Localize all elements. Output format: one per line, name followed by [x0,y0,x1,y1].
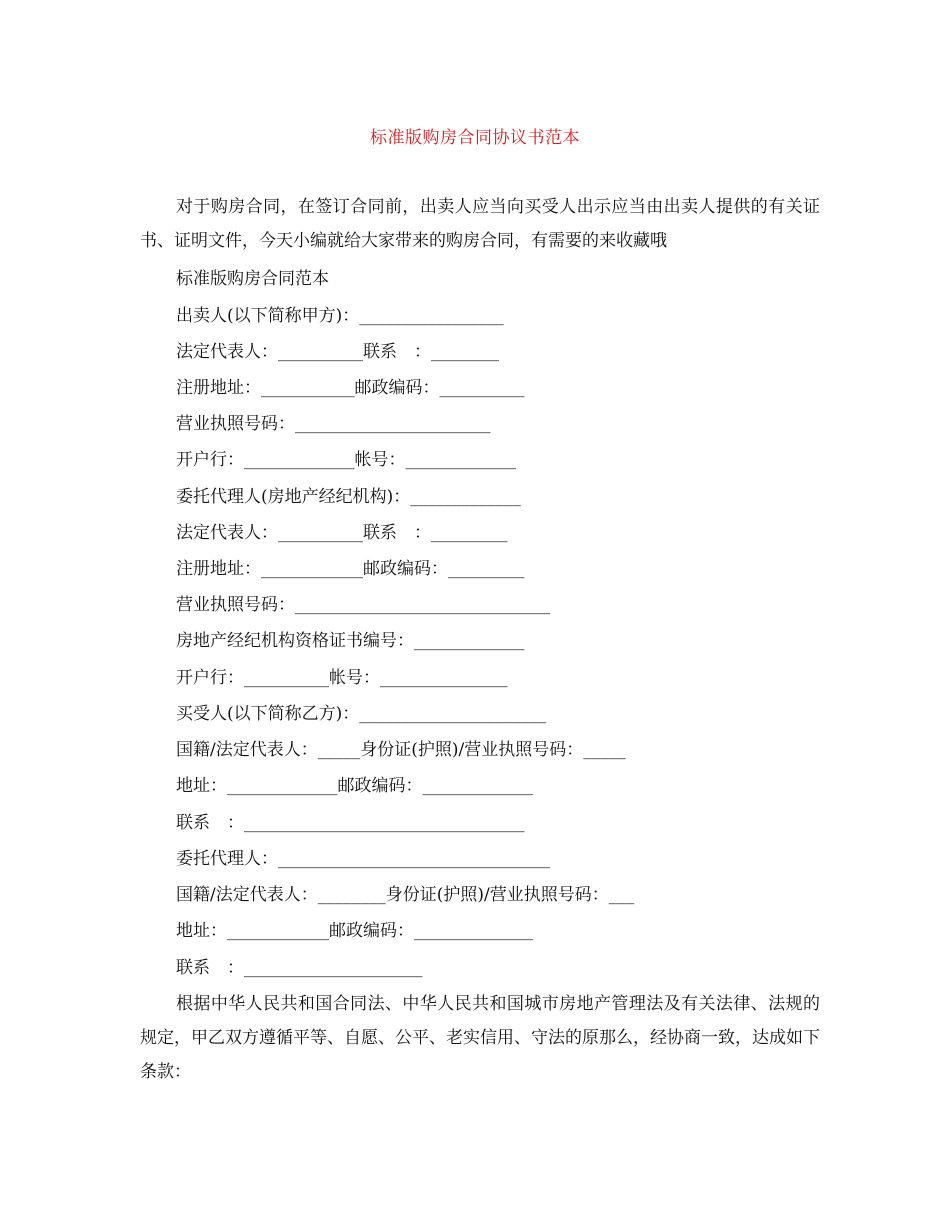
seller-license-field: 营业执照号码：_______________________ [176,414,491,434]
buyer-nationality-field: 国籍/法定代表人：_____身份证(护照)/营业执照号码：_____ [176,740,626,760]
buyer-agent-contact-field: 联系 ：_____________________ [176,958,423,978]
buyer-name-field: 买受人(以下简称乙方)：______________________ [176,704,547,724]
seller-name-field: 出卖人(以下简称甲方)：_________________ [176,306,504,326]
agent-bank-field: 开户行：__________帐号：_______________ [176,668,508,688]
buyer-address-field: 地址：_____________邮政编码：_____________ [176,776,533,796]
buyer-contact-field: 联系 ：_________________________________ [176,813,525,833]
buyer-agent-nationality-field: 国籍/法定代表人：________身份证(护照)/营业执照号码：___ [176,885,635,905]
agent-certificate-field: 房地产经纪机构资格证书编号：_____________ [176,631,525,651]
agent-license-field: 营业执照号码：______________________________ [176,595,550,615]
seller-address-field: 注册地址：___________邮政编码：__________ [176,378,525,398]
document-title: 标准版购房合同协议书范本 [370,128,580,148]
buyer-agent-address-field: 地址：____________邮政编码：______________ [176,921,533,941]
intro-paragraph: 对于购房合同，在签订合同前，出卖人应当向买受人出示应当由出卖人提供的有关证书、证明文件，今天小编就给大家带来的购房合同，有需要的来收藏哦 [140,197,820,251]
section-heading: 标准版购房合同范本 [176,269,329,289]
seller-bank-field: 开户行：_____________帐号：_____________ [176,450,516,470]
buyer-agent-field: 委托代理人：________________________________ [176,849,550,869]
seller-legal-rep-field: 法定代表人：__________联系 ：________ [176,342,499,362]
agent-legal-rep-field: 法定代表人：__________联系 ：_________ [176,523,508,543]
agent-address-field: 注册地址：____________邮政编码：_________ [176,559,525,579]
closing-paragraph: 根据中华人民共和国合同法、中华人民共和国城市房地产管理法及有关法律、法规的规定，甲乙双方遵循平等、自愿、公平、老实信用、守法的原那么，经协商一致，达成如下条款： [140,994,820,1082]
agent-name-field: 委托代理人(房地产经纪机构)：_____________ [176,487,521,507]
